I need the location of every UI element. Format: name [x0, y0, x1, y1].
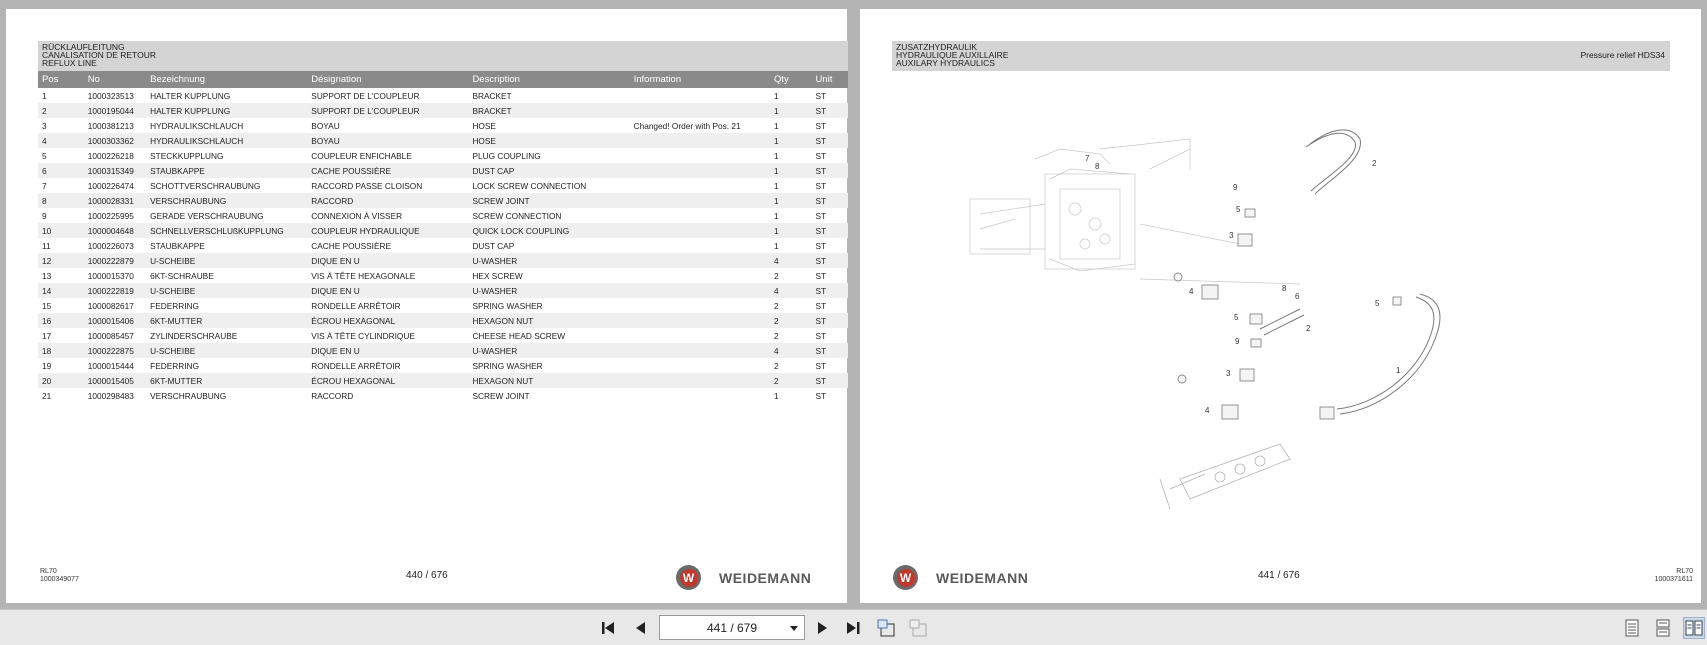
cell-pos: 15 [42, 300, 52, 311]
cell-unit: ST [815, 120, 827, 131]
cell-qty: 2 [770, 373, 812, 388]
fit-width-icon [908, 618, 928, 638]
cell-bezeichnung: STECKKUPPLUNG [150, 150, 224, 161]
cell-qty: 1 [773, 240, 779, 251]
cell-qty: 1 [773, 180, 779, 191]
cell-description: SPRING WASHER [472, 360, 543, 371]
cell-pos: 18 [38, 343, 84, 358]
cell-designation: SUPPORT DE L'COUPLEUR [311, 90, 420, 101]
cell-bezeichnung: GERADE VERSCHRAUBUNG [150, 210, 264, 221]
cell-no: 1000298483 [87, 390, 134, 401]
cell-designation: ÉCROU HEXAGONAL [307, 373, 468, 388]
table-row [38, 253, 848, 268]
cell-description: HEXAGON NUT [468, 313, 629, 328]
cell-no: 1000085457 [87, 330, 134, 341]
cell-description: SCREW JOINT [468, 193, 629, 208]
fitting-3-bottom [1240, 369, 1254, 381]
cell-designation: RACCORD PASSE CLOISON [311, 180, 423, 191]
cell-unit: ST [812, 193, 848, 208]
cell-pos: 14 [38, 283, 84, 298]
cell-description: U-WASHER [468, 253, 629, 268]
cell-unit: ST [812, 163, 848, 178]
left-page-number: 440 / 676 [406, 570, 448, 581]
cell-bezeichnung: U-SCHEIBE [146, 253, 307, 268]
cell-unit: ST [812, 283, 848, 298]
left-brand-logo [676, 565, 811, 590]
parts-table-header [38, 71, 848, 88]
cell-bezeichnung: VERSCHRAUBUNG [146, 193, 307, 208]
cell-unit: ST [815, 150, 827, 161]
cell-bezeichnung: 6KT-SCHRAUBE [150, 270, 214, 281]
table-row [38, 388, 848, 403]
cell-unit: ST [812, 223, 848, 238]
table-row [38, 88, 848, 103]
cell-pos: 8 [38, 193, 84, 208]
table-row [38, 178, 848, 193]
cell-description: HEXAGON NUT [468, 373, 629, 388]
cell-pos: 6 [38, 163, 84, 178]
callout-label: 4 [1189, 287, 1194, 296]
table-row [38, 268, 848, 283]
cell-qty: 4 [770, 253, 812, 268]
cell-no: 1000028331 [84, 193, 146, 208]
cell-bezeichnung: HALTER KUPPLUNG [146, 103, 307, 118]
col-pos: Pos [38, 71, 84, 88]
cell-no: 1000015444 [87, 360, 134, 371]
cell-no: 1000303362 [84, 133, 146, 148]
cell-designation: BOYAU [311, 120, 340, 131]
cell-description: LOCK SCREW CONNECTION [472, 180, 587, 191]
left-footer-model: RL70 [40, 568, 57, 575]
page-selector[interactable] [659, 615, 805, 640]
continuous-page-icon [1655, 619, 1671, 637]
cell-description: U-WASHER [468, 283, 629, 298]
callout-label: 6 [1295, 292, 1300, 301]
chevron-down-icon[interactable] [790, 626, 798, 631]
cell-designation: VIS À TÊTE CYLINDRIQUE [311, 330, 415, 341]
cell-qty: 1 [773, 90, 779, 101]
cell-description: QUICK LOCK COUPLING [468, 223, 629, 238]
callout-label: 1 [1396, 366, 1401, 375]
fitting-3-top [1238, 234, 1252, 246]
cell-pos: 1 [42, 90, 47, 101]
col-information: Information [630, 71, 770, 88]
cell-designation: VIS À TÊTE HEXAGONALE [311, 270, 416, 281]
cell-no: 1000015370 [87, 270, 134, 281]
cell-information [630, 178, 770, 193]
left-footer-info [40, 568, 79, 584]
cell-unit: ST [812, 373, 848, 388]
table-row [38, 238, 848, 253]
cell-qty: 2 [773, 360, 779, 371]
cell-no: 1000004648 [84, 223, 146, 238]
cell-bezeichnung: 6KT-MUTTER [146, 313, 307, 328]
callout-label: 5 [1234, 313, 1239, 322]
col-description: Description [468, 71, 629, 88]
cell-designation: CACHE POUSSIÈRE [307, 163, 468, 178]
last-page-icon [844, 620, 862, 636]
cell-unit: ST [815, 390, 827, 401]
last-page-button[interactable] [842, 617, 864, 639]
col-bezeichnung: Bezeichnung [146, 71, 307, 88]
table-row [38, 328, 848, 343]
cell-bezeichnung: HYDRAULIKSCHLAUCH [150, 120, 244, 131]
assembly-title: Pressure relief HDS34 [1580, 50, 1665, 60]
callout-label: 5 [1236, 205, 1241, 214]
next-page-icon [814, 620, 830, 636]
header-line-de: RÜCKLAUFLEITUNG [42, 42, 125, 52]
cell-designation: BOYAU [307, 133, 468, 148]
header-line-de: ZUSATZHYDRAULIK [896, 42, 978, 52]
first-page-icon [600, 620, 618, 636]
callout-label: 4 [1205, 406, 1210, 415]
right-footer-model: RL70 [1676, 568, 1693, 575]
table-row [38, 343, 848, 358]
fit-width-button[interactable] [907, 617, 929, 639]
cell-pos: 17 [42, 330, 52, 341]
table-row [38, 373, 848, 388]
weidemann-logo-icon [893, 565, 918, 590]
cell-no: 1000381213 [87, 120, 134, 131]
weidemann-logo-icon [676, 565, 701, 590]
cell-information [630, 163, 770, 178]
cell-information [630, 358, 770, 373]
cell-unit: ST [815, 270, 827, 281]
right-brand-logo [893, 565, 1028, 590]
table-row [38, 118, 848, 133]
table-row [38, 208, 848, 223]
fittings-drawing [1174, 209, 1401, 419]
callout-label: 3 [1226, 369, 1231, 378]
table-row [38, 358, 848, 373]
callout-label: 2 [1306, 324, 1311, 333]
cell-unit: ST [815, 360, 827, 371]
cell-information [630, 88, 770, 103]
callout-label: 7 [1085, 154, 1090, 163]
brand-name: WEIDEMANN [719, 569, 812, 586]
cell-designation: RACCORD [311, 390, 354, 401]
cell-designation: RONDELLE ARRÊTOIR [311, 360, 401, 371]
cell-unit: ST [815, 180, 827, 191]
left-footer-number: 1000349077 [40, 576, 79, 583]
cell-information [630, 223, 770, 238]
cell-qty: 1 [770, 223, 812, 238]
col-no: No [84, 71, 146, 88]
fit-page-icon [876, 618, 896, 638]
cell-qty: 2 [773, 270, 779, 281]
cell-description: HOSE [472, 120, 496, 131]
page-selector-value: 441 / 679 [706, 620, 758, 635]
two-page-view-button[interactable] [1683, 617, 1705, 639]
cell-description: SCREW CONNECTION [472, 210, 562, 221]
right-page-number: 441 / 676 [1258, 570, 1300, 581]
callout-label: 3 [1229, 231, 1234, 240]
header-line-fr: CANALISATION DE RETOUR [42, 50, 156, 60]
col-designation: Désignation [307, 71, 468, 88]
callout-label: 9 [1233, 183, 1238, 192]
cell-pos: 20 [38, 373, 84, 388]
cell-description: BRACKET [468, 103, 629, 118]
cell-bezeichnung: U-SCHEIBE [146, 343, 307, 358]
hose-2-middle [1260, 309, 1304, 335]
right-footer-number: 1000371611 [1654, 576, 1693, 583]
viewer-toolbar [0, 609, 1707, 645]
cell-unit: ST [812, 133, 848, 148]
table-row [38, 313, 848, 328]
cell-no: 1000226073 [87, 240, 134, 251]
valve-block-outline [1045, 174, 1135, 269]
exploded-parts-diagram [860, 9, 1701, 603]
cell-bezeichnung: HYDRAULIKSCHLAUCH [146, 133, 307, 148]
cell-no: 1000082617 [87, 300, 134, 311]
header-line-en: REFLUX LINE [42, 58, 97, 68]
cell-pos: 12 [38, 253, 84, 268]
cell-bezeichnung: FEDERRING [150, 360, 199, 371]
cell-no: 1000015406 [84, 313, 146, 328]
cell-no: 1000015405 [84, 373, 146, 388]
cell-unit: ST [815, 90, 827, 101]
table-row [38, 163, 848, 178]
cell-description: SCREW JOINT [472, 390, 530, 401]
previous-page-icon [633, 620, 649, 636]
cell-unit: ST [812, 313, 848, 328]
cell-information [630, 283, 770, 298]
table-row [38, 298, 848, 313]
table-row [38, 193, 848, 208]
cell-unit: ST [812, 103, 848, 118]
cell-pos: 13 [42, 270, 52, 281]
cell-designation: RACCORD [307, 193, 468, 208]
cell-unit: ST [815, 210, 827, 221]
hose-1 [1340, 294, 1440, 414]
cell-pos: 3 [42, 120, 47, 131]
cell-information [630, 343, 770, 358]
cell-bezeichnung: U-SCHEIBE [146, 283, 307, 298]
cell-information [630, 133, 770, 148]
cell-bezeichnung: FEDERRING [150, 300, 199, 311]
continuous-view-button[interactable] [1652, 617, 1674, 639]
left-page [6, 9, 847, 603]
table-row [38, 133, 848, 148]
brand-name: WEIDEMANN [936, 569, 1029, 586]
cell-unit: ST [812, 343, 848, 358]
cell-qty: 1 [773, 120, 779, 131]
next-page-button[interactable] [811, 617, 833, 639]
cell-pos: 2 [38, 103, 84, 118]
cell-bezeichnung: SCHOTTVERSCHRAUBUNG [150, 180, 261, 191]
cell-qty: 1 [773, 390, 779, 401]
fit-page-button[interactable] [875, 617, 897, 639]
cell-designation: SUPPORT DE L'COUPLEUR [307, 103, 468, 118]
cell-description: BRACKET [472, 90, 512, 101]
hose-drawing [1260, 130, 1440, 414]
cell-pos: 16 [38, 313, 84, 328]
cell-no: 1000222879 [84, 253, 146, 268]
cell-pos: 11 [42, 240, 51, 251]
cell-qty: 1 [770, 193, 812, 208]
cell-pos: 4 [38, 133, 84, 148]
cell-pos: 5 [42, 150, 47, 161]
cell-no: 1000225995 [87, 210, 134, 221]
cell-designation: COUPLEUR ENFICHABLE [311, 150, 412, 161]
cell-qty: 1 [773, 210, 779, 221]
cell-no: 1000315349 [84, 163, 146, 178]
cell-designation: CONNEXION À VISSER [311, 210, 403, 221]
cell-bezeichnung: VERSCHRAUBUNG [150, 390, 227, 401]
cell-unit: ST [815, 300, 827, 311]
cell-bezeichnung: HALTER KUPPLUNG [150, 90, 231, 101]
cell-pos: 21 [42, 390, 52, 401]
cell-qty: 1 [770, 103, 812, 118]
single-page-view-button[interactable] [1621, 617, 1643, 639]
fitting-4-top [1202, 285, 1218, 299]
cell-no: 1000226474 [87, 180, 134, 191]
cell-description: HEX SCREW [472, 270, 523, 281]
cell-description: PLUG COUPLING [472, 150, 541, 161]
callout-label: 2 [1372, 159, 1377, 168]
cell-information [630, 268, 770, 283]
cell-qty: 1 [770, 133, 812, 148]
single-page-icon [1624, 619, 1640, 637]
left-section-header [38, 41, 848, 71]
cell-qty: 2 [773, 330, 779, 341]
cell-information [630, 328, 770, 343]
first-page-button[interactable] [598, 617, 620, 639]
cell-designation: DIQUE EN U [307, 253, 468, 268]
cell-bezeichnung: ZYLINDERSCHRAUBE [150, 330, 238, 341]
cell-description: SPRING WASHER [472, 300, 543, 311]
cell-designation: ÉCROU HEXAGONAL [307, 313, 468, 328]
cell-information [630, 193, 770, 208]
cell-information: Changed! Order with Pos. 21 [633, 120, 741, 131]
cell-description: DUST CAP [468, 163, 629, 178]
cell-qty: 4 [770, 283, 812, 298]
cell-designation: COUPLEUR HYDRAULIQUE [307, 223, 468, 238]
cell-information [630, 253, 770, 268]
right-page [860, 9, 1701, 603]
cell-designation: DIQUE EN U [307, 343, 468, 358]
cell-information [630, 298, 770, 313]
cell-designation: RONDELLE ARRÊTOIR [311, 300, 401, 311]
callout-label: 5 [1375, 299, 1380, 308]
cell-pos: 10 [38, 223, 84, 238]
cell-information [630, 388, 770, 403]
cell-unit: ST [815, 330, 827, 341]
table-row [38, 103, 848, 118]
col-qty: Qty [770, 71, 812, 88]
fitting-4-bottom [1222, 405, 1238, 419]
cell-designation: CACHE POUSSIÈRE [311, 240, 392, 251]
cell-qty: 1 [770, 163, 812, 178]
cell-information [630, 103, 770, 118]
lower-cylinder-drawing [1160, 444, 1290, 509]
two-page-icon [1685, 619, 1703, 637]
cell-pos: 19 [42, 360, 52, 371]
header-line-fr: HYDRAULIQUE AUXILLAIRE [896, 50, 1009, 60]
cell-no: 1000222819 [84, 283, 146, 298]
cell-qty: 2 [770, 313, 812, 328]
cell-pos: 7 [42, 180, 47, 191]
cell-description: HOSE [468, 133, 629, 148]
header-line-en: AUXILARY HYDRAULICS [896, 58, 995, 68]
callout-label: 8 [1095, 162, 1100, 171]
table-row [38, 283, 848, 298]
callout-label: 9 [1235, 337, 1240, 346]
cell-information [630, 373, 770, 388]
cell-unit: ST [812, 253, 848, 268]
cell-qty: 1 [773, 150, 779, 161]
cell-no: 1000323513 [87, 90, 134, 101]
cell-qty: 2 [773, 300, 779, 311]
cell-designation: DIQUE EN U [307, 283, 468, 298]
cell-no: 1000226218 [87, 150, 134, 161]
cell-information [630, 313, 770, 328]
col-unit: Unit [812, 71, 848, 88]
cell-description: U-WASHER [468, 343, 629, 358]
logo-letter: W [680, 569, 698, 587]
logo-letter: W [897, 569, 915, 587]
cell-no: 1000222875 [84, 343, 146, 358]
previous-page-button[interactable] [630, 617, 652, 639]
cell-pos: 9 [42, 210, 47, 221]
cell-description: CHEESE HEAD SCREW [472, 330, 566, 341]
cell-qty: 4 [770, 343, 812, 358]
cell-no: 1000195044 [84, 103, 146, 118]
table-row [38, 148, 848, 163]
cell-information [630, 208, 770, 223]
right-footer-info [1655, 568, 1693, 584]
cell-information [630, 238, 770, 253]
callout-label: 8 [1282, 284, 1287, 293]
cell-unit: ST [815, 240, 827, 251]
cell-description: DUST CAP [472, 240, 515, 251]
table-row [38, 223, 848, 238]
parts-table [38, 71, 848, 403]
cell-bezeichnung: STAUBKAPPE [150, 240, 205, 251]
cell-bezeichnung: STAUBKAPPE [146, 163, 307, 178]
cell-bezeichnung: 6KT-MUTTER [146, 373, 307, 388]
cell-information [630, 148, 770, 163]
cell-bezeichnung: SCHNELLVERSCHLUßKUPPLUNG [146, 223, 307, 238]
